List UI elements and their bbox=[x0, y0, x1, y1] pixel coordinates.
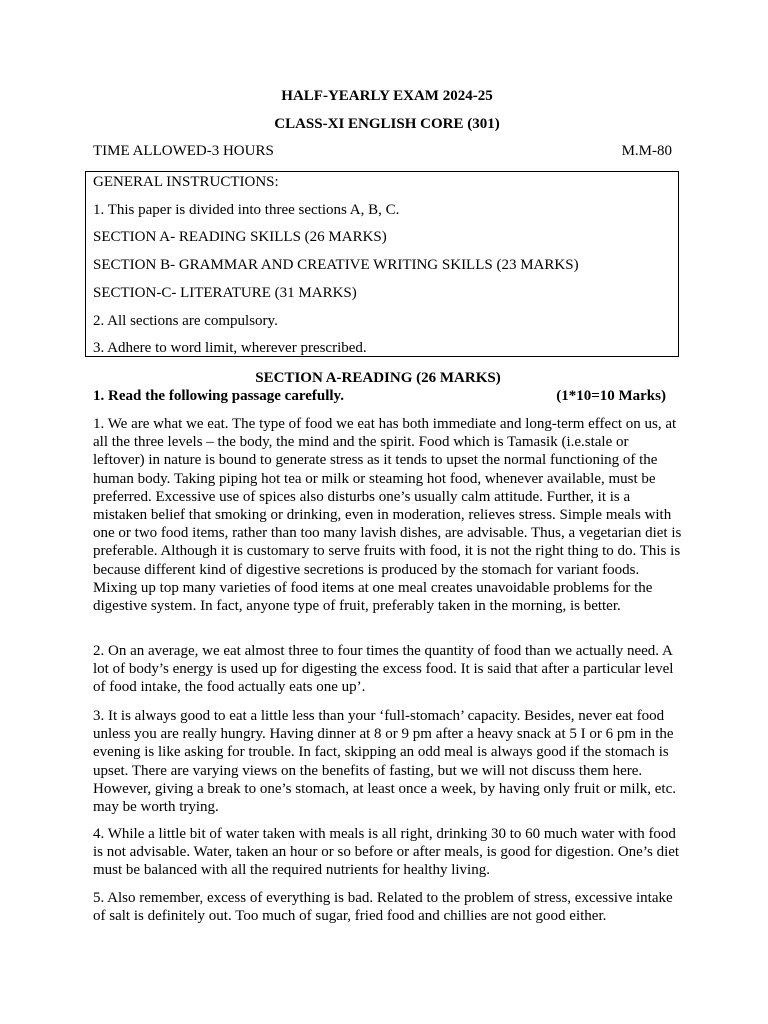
question-1-text bbox=[93, 388, 344, 405]
exam-title: HALF-YEARLY EXAM 2024-25 bbox=[281, 88, 493, 104]
question-instruction: . Read the following passage carefully. bbox=[100, 388, 344, 404]
instruction-item: SECTION-C- LITERATURE (31 MARKS) bbox=[93, 285, 357, 301]
time-marks-row bbox=[93, 143, 672, 160]
max-marks: M.M-80 bbox=[621, 143, 672, 159]
general-instructions-box bbox=[85, 171, 679, 357]
class-subject-line: CLASS-XI ENGLISH CORE (301) bbox=[274, 116, 500, 132]
passage-paragraph-2: 2. On an average, we eat almost three to four times the quantity of food than we actually need. A lot of body’s energy is used up for digesting the excess food. It is said that after a particular level of food intake, the food actually eats one up’. bbox=[93, 643, 674, 696]
instructions-heading: GENERAL INSTRUCTIONS: bbox=[93, 174, 279, 190]
question-marks: (1*10=10 Marks) bbox=[556, 388, 666, 404]
instruction-item: 2. All sections are compulsory. bbox=[93, 313, 278, 329]
section-a-title: SECTION A-READING (26 MARKS) bbox=[255, 370, 501, 386]
passage-paragraph-4: 4. While a little bit of water taken with meals is all right, drinking 30 to 60 much water with food is not advisable. Water, taken an hour or so before or after meals, is good for digestion. One’s diet must be balanced with all the required nutrients for healthy living. bbox=[93, 826, 680, 879]
instruction-item: 3. Adhere to word limit, wherever prescribed. bbox=[93, 340, 367, 356]
instruction-item: SECTION A- READING SKILLS (26 MARKS) bbox=[93, 229, 387, 245]
time-allowed: TIME ALLOWED-3 HOURS bbox=[93, 143, 274, 159]
question-number: 1 bbox=[93, 388, 101, 404]
instruction-item: 1. This paper is divided into three sections A, B, C. bbox=[93, 202, 400, 218]
passage-paragraph-5: 5. Also remember, excess of everything is bad. Related to the problem of stress, excessive intake of salt is definitely out. Too much of sugar, fried food and chillies are not good either. bbox=[93, 890, 673, 925]
passage-paragraph-1: 1. We are what we eat. The type of food we eat has both immediate and long-term effect on us, at all the three levels – the body, the mind and the spirit. Food which is Tamasik (i.e.stale or leftover) in nature is bound to generate stress as it tends to upset the normal functioning of the human body. Taking piping hot tea or milk or steaming hot food, whenever available, must be preferred. Excessive use of spices also disturbs one’s usually calm attitude. Further, it is a mistaken belief that smoking or drinking, even in moderation, relieves stress. Simple meals with one or two food items, rather than too many lavish dishes, are advisable. Thus, a vegetarian diet is preferable. Although it is customary to serve fruits with food, it is not the right thing to do. This is because different kind of digestive secretions is produced by the stomach for variant foods. Mixing up top many varieties of food items at one meal creates unavoidable problems for the digestive system. In fact, anyone type of fruit, preferably taken in the morning, is better. bbox=[93, 416, 682, 615]
passage-paragraph-3: 3. It is always good to eat a little less than your ‘full-stomach’ capacity. Besides, never eat food unless you are really hungry. Having dinner at 8 or 9 pm after a heavy snack at 5 I or 6 pm in the evening is like asking for trouble. In fact, skipping an odd meal is always good if the stomach is upset. There are varying views on the benefits of fasting, but we will not discuss them here. However, giving a break to one’s stomach, at least once a week, by having only fruit or milk, etc. may be worth trying. bbox=[93, 708, 676, 816]
question-1-row bbox=[93, 388, 666, 405]
instruction-item: SECTION B- GRAMMAR AND CREATIVE WRITING SKILLS (23 MARKS) bbox=[93, 257, 579, 273]
